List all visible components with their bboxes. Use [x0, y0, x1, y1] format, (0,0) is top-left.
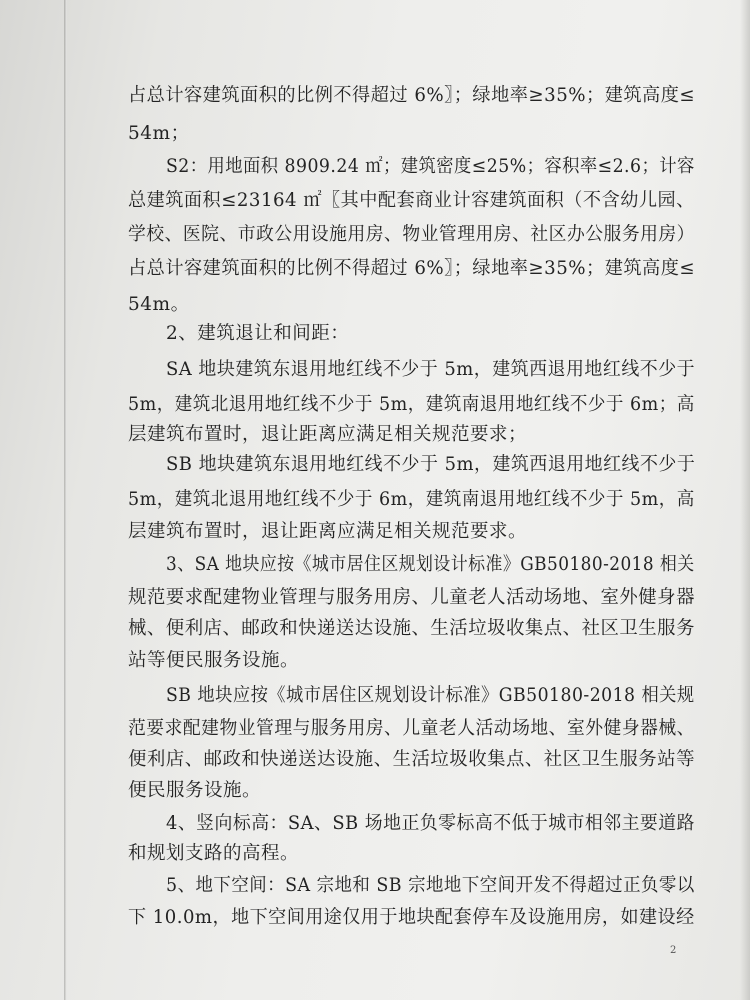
text-line: SB 地块应按《城市居住区规划设计标准》GB50180-2018 相关规: [166, 685, 695, 706]
text-line: 范要求配建物业管理与服务用房、儿童老人活动场地、室外健身器械、: [128, 718, 695, 739]
section-heading: 4、竖向标高：SA、SB 场地正负零标高不低于城市相邻主要道路: [166, 813, 695, 834]
text-line: 下 10.0m，地下空间用途仅用于地块配套停车及设施用房，如建设经: [128, 907, 695, 928]
text-line: 学校、医院、市政公用设施用房、物业管理用房、社区办公服务用房）: [128, 224, 695, 245]
text-line: 层建筑布置时，退让距离应满足相关规范要求；: [128, 424, 528, 445]
text-line: 械、便利店、邮政和快递送达设施、生活垃圾收集点、社区卫生服务: [128, 618, 695, 639]
section-heading: 3、SA 地块应按《城市居住区规划设计标准》GB50180-2018 相关: [166, 554, 695, 575]
text-line: SA 地块建筑东退用地红线不少于 5m，建筑西退用地红线不少于: [166, 359, 696, 380]
text-line: 5m，建筑北退用地红线不少于 6m，建筑南退用地红线不少于 5m，高: [128, 489, 695, 510]
text-line: S2：用地面积 8909.24 ㎡；建筑密度≤25%；容积率≤2.6；计容: [166, 156, 695, 177]
text-line: 站等便民服务设施。: [128, 650, 300, 671]
text-line: SB 地块建筑东退用地红线不少于 5m，建筑西退用地红线不少于: [166, 454, 696, 475]
text-line: 54m。: [128, 294, 190, 315]
text-line: 规范要求配建物业管理与服务用房、儿童老人活动场地、室外健身器: [128, 587, 695, 608]
text-line: 占总计容建筑面积的比例不得超过 6%〗；绿地率≥35%；建筑高度≤: [128, 258, 696, 279]
text-line: 总建筑面积≤23164 ㎡〖其中配套商业计容建筑面积（不含幼儿园、: [128, 190, 695, 211]
text-line: 54m；: [128, 123, 190, 144]
text-line: 占总计容建筑面积的比例不得超过 6%〗；绿地率≥35%；建筑高度≤: [128, 85, 696, 106]
text-line: 便民服务设施。: [128, 780, 262, 801]
text-line: 便利店、邮政和快递送达设施、生活垃圾收集点、社区卫生服务站等: [128, 749, 695, 770]
text-line: 5m，建筑北退用地红线不少于 5m，建筑南退用地红线不少于 6m；高: [128, 394, 695, 415]
section-heading: 5、地下空间：SA 宗地和 SB 宗地地下空间开发不得超过正负零以: [166, 875, 695, 896]
section-heading: 2、建筑退让和间距：: [166, 323, 350, 344]
text-line: 和规划支路的高程。: [128, 843, 300, 864]
page-number: 2: [670, 945, 677, 956]
text-line: 层建筑布置时，退让距离应满足相关规范要求。: [128, 521, 528, 542]
